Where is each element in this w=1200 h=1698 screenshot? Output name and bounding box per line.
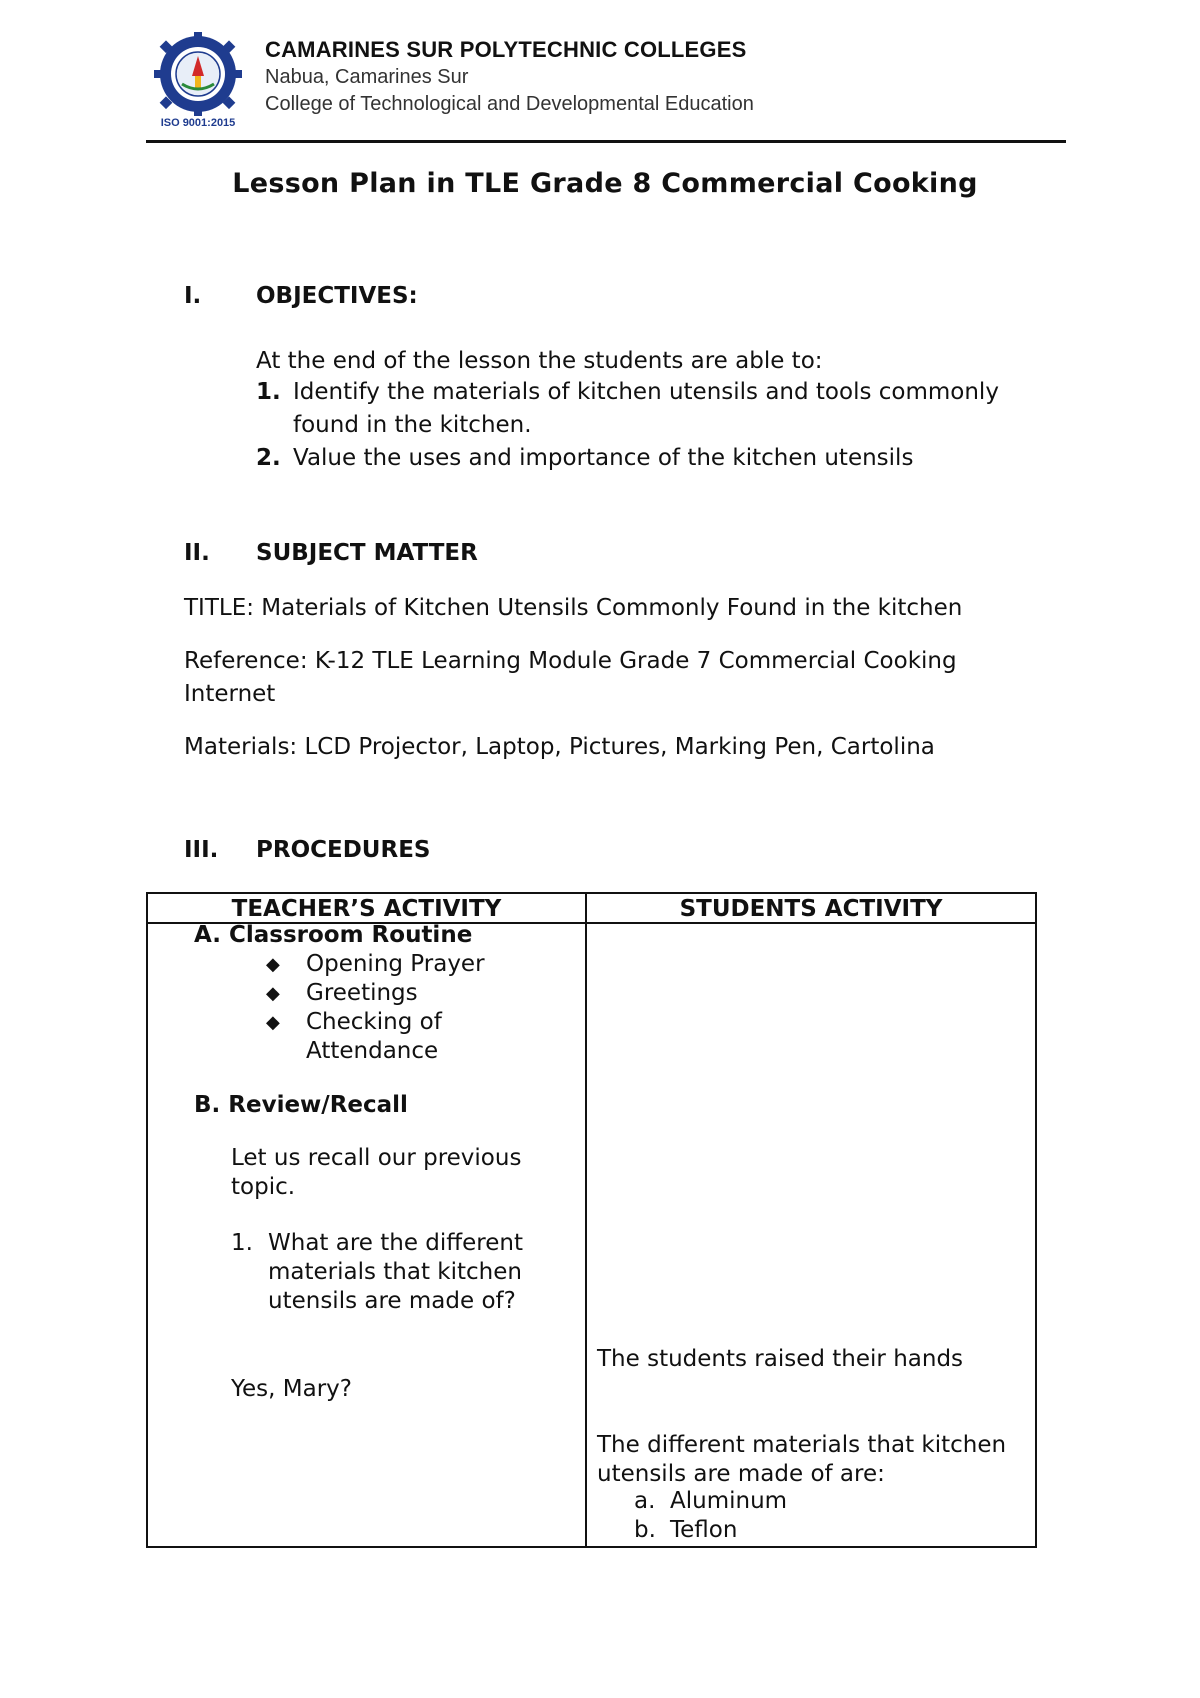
college-name: College of Technological and Developmental Education	[265, 93, 754, 115]
question-number: 1.	[231, 1230, 253, 1256]
list-item	[266, 1008, 526, 1066]
teacher-activity-header: TEACHER’S ACTIVITY	[231, 896, 502, 922]
section-number: I.	[184, 283, 202, 309]
item-text: Opening Prayer	[306, 951, 485, 977]
subject-matter-heading	[184, 540, 478, 566]
section-number: II.	[184, 540, 210, 566]
students-activity-header: STUDENTS ACTIVITY	[679, 896, 943, 922]
student-raise: The students raised their hands	[597, 1346, 964, 1372]
classroom-routine-heading: A. Classroom Routine	[194, 922, 473, 948]
list-item	[256, 376, 1066, 442]
section-number: III.	[184, 837, 219, 863]
subject-title-line: TITLE: Materials of Kitchen Utensils Commonly Found in the kitchen	[184, 595, 963, 621]
diamond-bullet-icon: ◆	[266, 983, 280, 1004]
list-item	[634, 1516, 787, 1545]
subject-reference-line: Reference: K-12 TLE Learning Module Grade 7 Commercial Cooking Internet	[184, 648, 957, 707]
item-text: Teflon	[670, 1517, 738, 1543]
institution-header	[265, 36, 754, 118]
subject-materials-line: Materials: LCD Projector, Laptop, Pictures, Marking Pen, Cartolina	[184, 734, 935, 760]
procedures-heading	[184, 837, 430, 863]
item-text: Identify the materials of kitchen utensils and tools commonly found in the kitchen.	[293, 379, 999, 438]
objectives-list	[256, 376, 1066, 475]
student-answer: The different materials that kitchen utensils are made of are:	[597, 1432, 1007, 1487]
list-item	[256, 442, 1066, 475]
diamond-bullet-icon: ◆	[266, 1012, 280, 1033]
routine-list	[266, 950, 526, 1066]
section-title: SUBJECT MATTER	[256, 540, 478, 566]
item-letter: b.	[634, 1517, 656, 1543]
question-text: What are the different materials that kitchen utensils are made of?	[268, 1230, 523, 1314]
objectives-heading	[184, 283, 418, 309]
review-recall-heading: B. Review/Recall	[194, 1092, 408, 1118]
review-question	[231, 1229, 561, 1316]
objectives-intro: At the end of the lesson the students are able to:	[256, 348, 823, 374]
list-item	[634, 1487, 787, 1516]
section-title: OBJECTIVES:	[256, 283, 418, 309]
teacher-call: Yes, Mary?	[231, 1376, 352, 1402]
header-divider	[146, 140, 1066, 143]
answer-list	[634, 1487, 787, 1545]
table-header-row	[148, 894, 1035, 924]
review-intro: Let us recall our previous topic.	[231, 1145, 522, 1200]
item-text: Value the uses and importance of the kitchen utensils	[293, 445, 914, 471]
diamond-bullet-icon: ◆	[266, 954, 280, 975]
section-title: PROCEDURES	[256, 837, 431, 863]
institution-name: CAMARINES SUR POLYTECHNIC COLLEGES	[265, 37, 747, 62]
document-title: Lesson Plan in TLE Grade 8 Commercial Cooking	[232, 168, 978, 199]
item-text: Checking of Attendance	[306, 1009, 442, 1064]
item-text: Aluminum	[670, 1488, 788, 1514]
item-number: 2.	[256, 445, 281, 471]
item-number: 1.	[256, 379, 281, 405]
item-text: Greetings	[306, 980, 418, 1006]
list-item	[266, 950, 526, 979]
column-divider	[585, 894, 587, 1546]
logo-iso-text: ISO 9001:2015	[160, 117, 236, 129]
list-item	[266, 979, 526, 1008]
item-letter: a.	[634, 1488, 656, 1514]
college-seal-icon	[148, 32, 248, 130]
procedures-table	[146, 892, 1037, 1548]
institution-location: Nabua, Camarines Sur	[265, 66, 469, 88]
